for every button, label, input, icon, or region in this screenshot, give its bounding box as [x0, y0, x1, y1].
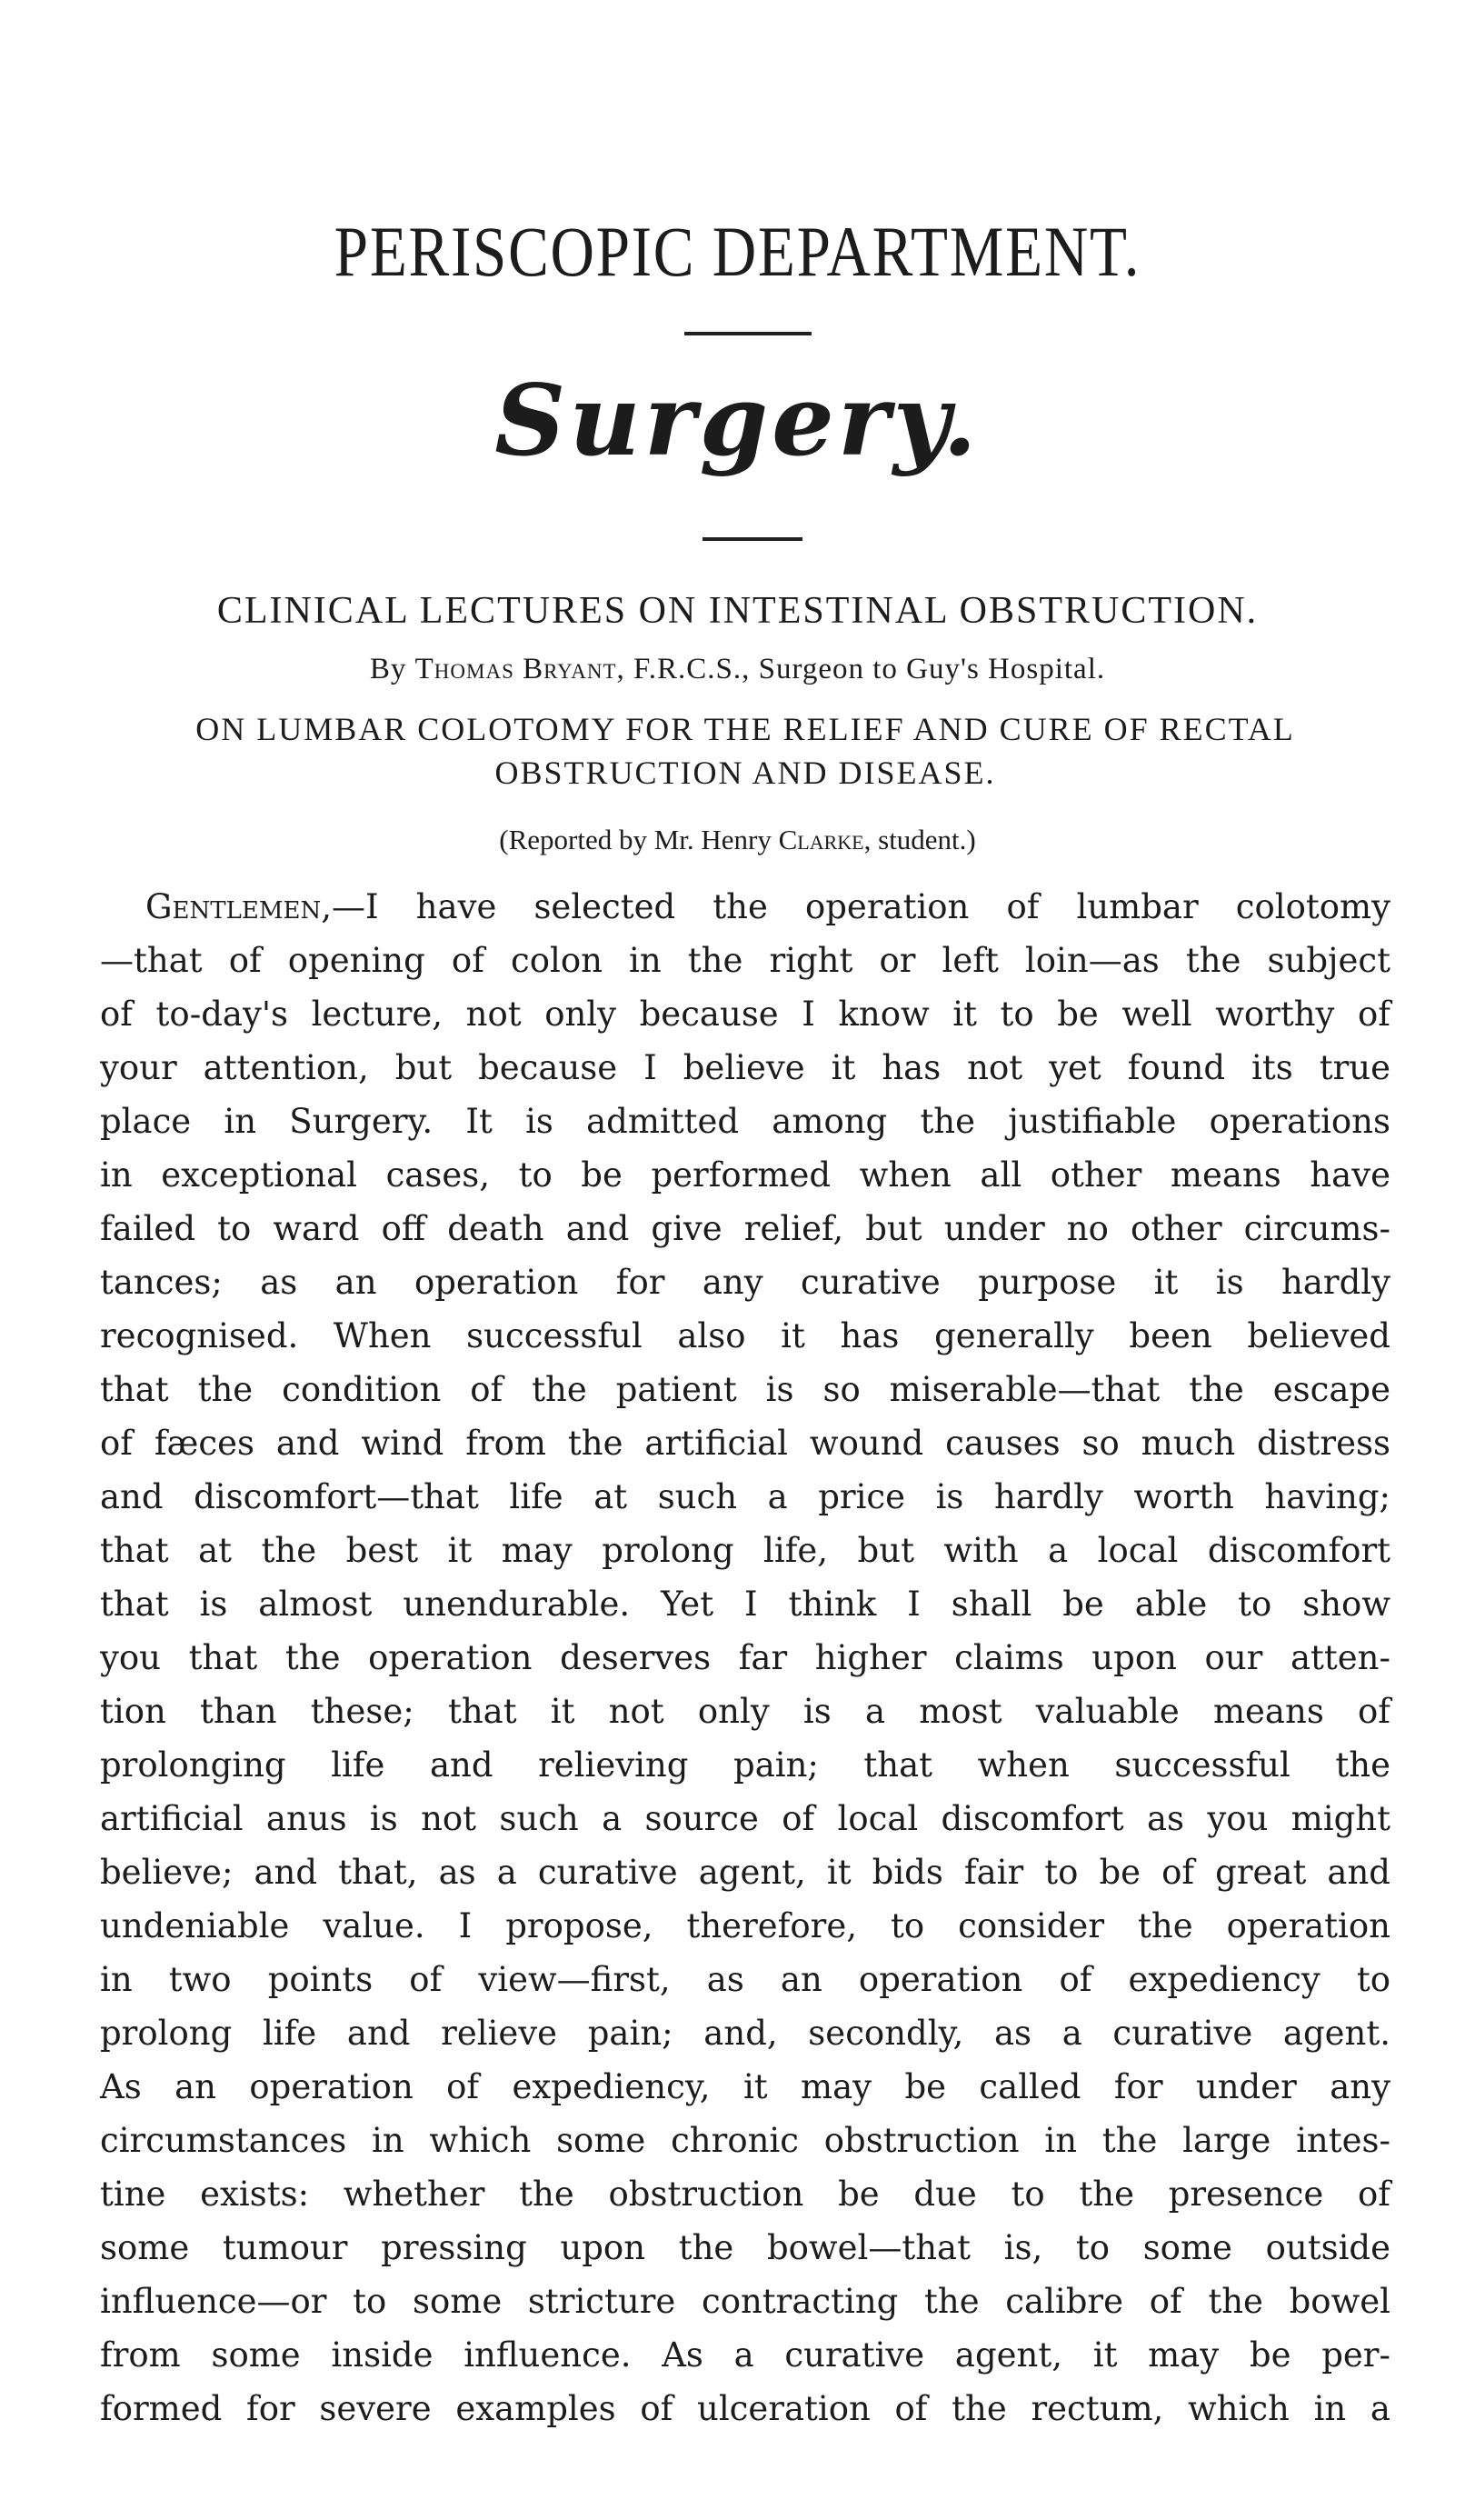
body-line: you that the operation deserves far higher claims upon our atten-	[100, 1638, 1390, 1677]
body-line: that the condition of the patient is so miserable—that the escape	[100, 1370, 1390, 1409]
department-heading: PERISCOPIC DEPARTMENT.	[334, 212, 1141, 291]
body-line: your attention, but because I believe it has not yet found its true	[100, 1048, 1390, 1087]
body-line: failed to ward off death and give relief, but under no other circums-	[100, 1209, 1390, 1248]
reported-prefix: (Reported by Mr. Henry	[499, 824, 772, 855]
body-line: place in Surgery. It is admitted among the justifiable operations	[100, 1102, 1390, 1141]
body-line: prolonging life and relieving pain; that when successful the	[100, 1745, 1390, 1785]
body-line: from some inside influence. As a curative agent, it may be per-	[100, 2335, 1390, 2375]
author-name: Thomas Bryant	[414, 653, 617, 685]
body-line: —that of opening of colon in the right or left loin—as the subject	[100, 941, 1390, 980]
reported-by-line	[0, 824, 1475, 856]
body-line: prolong life and relieve pain; and, secondly, as a curative agent.	[100, 2014, 1390, 2053]
body-line: tion than these; that it not only is a most valuable means of	[100, 1692, 1390, 1731]
body-line: in two points of view—first, as an operation of expediency to	[100, 1960, 1390, 1999]
author-credentials: , F.R.C.S., Surgeon to Guy's Hospital.	[616, 653, 1106, 685]
body-line: artificial anus is not such a source of local discomfort as you might	[100, 1799, 1390, 1838]
body-line: of fæces and wind from the artificial wound causes so much distress	[100, 1424, 1390, 1463]
reported-suffix: , student.)	[863, 824, 976, 855]
author-prefix: By	[369, 653, 407, 685]
body-line: formed for severe examples of ulceration of the rectum, which in a	[100, 2389, 1390, 2428]
body-line: influence—or to some stricture contracting the calibre of the bowel	[100, 2282, 1390, 2321]
body-line: tances; as an operation for any curative purpose it is hardly	[100, 1263, 1390, 1302]
lecture-body	[100, 880, 1390, 2435]
body-line: some tumour pressing upon the bowel—that is, to some outside	[100, 2228, 1390, 2267]
body-line: circumstances in which some chronic obstruction in the large intes-	[100, 2121, 1390, 2160]
body-line: that at the best it may prolong life, but with a local discomfort	[100, 1531, 1390, 1570]
body-line: in exceptional cases, to be performed when all other means have	[100, 1155, 1390, 1195]
body-line: and discomfort—that life at such a price is hardly worth having;	[100, 1477, 1390, 1516]
salutation: Gentlemen,	[145, 887, 332, 926]
body-line: recognised. When successful also it has generally been believed	[100, 1316, 1390, 1355]
body-line: believe; and that, as a curative agent, it bids fair to be of great and	[100, 1853, 1390, 1892]
article-subtitle: ON LUMBAR COLOTOMY FOR THE RELIEF AND CURE OF RECTAL OBSTRUCTION AND DISEASE.	[195, 711, 1295, 791]
body-line: undeniable value. I propose, therefore, to consider the operation	[100, 1906, 1390, 1945]
section-heading: Surgery.	[494, 364, 981, 478]
author-line	[0, 653, 1475, 686]
body-line: that is almost unendurable. Yet I think I shall be able to show	[100, 1585, 1390, 1624]
body-line	[100, 880, 1390, 934]
article-title: CLINICAL LECTURES ON INTESTINAL OBSTRUCTION.	[216, 590, 1259, 632]
body-line: tine exists: whether the obstruction be due to the presence of	[100, 2175, 1390, 2214]
body-line: As an operation of expediency, it may be called for under any	[100, 2067, 1390, 2106]
divider-rule	[703, 537, 802, 541]
body-line: of to-day's lecture, not only because I know it to be well worthy of	[100, 995, 1390, 1034]
reporter-name: Clarke	[778, 824, 864, 855]
divider-rule	[684, 332, 812, 335]
body-line-text: —I have selected the operation of lumbar colotomy	[332, 887, 1390, 926]
